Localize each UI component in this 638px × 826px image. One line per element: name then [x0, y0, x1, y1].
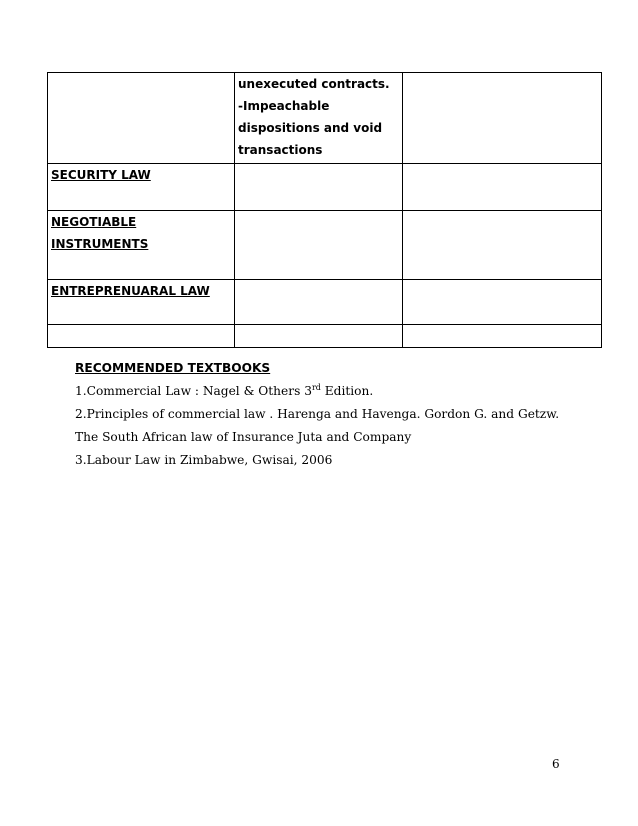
notes-cell [403, 164, 602, 211]
content-line: transactions [238, 143, 323, 157]
topic-title: SECURITY LAW [51, 168, 151, 182]
topic-title: ENTREPRENUARAL LAW [51, 284, 210, 298]
topic-title: INSTRUMENTS [51, 237, 149, 251]
syllabus-table [47, 72, 602, 348]
ordinal-suffix: rd [311, 382, 321, 392]
table-row [48, 280, 602, 325]
textbook-item: The South African law of Insurance Juta and Company [75, 430, 412, 444]
content-cell [235, 73, 403, 164]
content-line: unexecuted contracts. [238, 77, 390, 91]
textbook-item: 2.Principles of commercial law . Harenga and Havenga. Gordon G. and Getzw. [75, 407, 560, 421]
textbook-text: Edition. [320, 384, 374, 398]
section-heading: RECOMMENDED TEXTBOOKS [75, 361, 271, 375]
topic-cell [48, 164, 235, 211]
topic-cell [48, 325, 235, 348]
recommended-textbooks [75, 357, 595, 472]
notes-cell [403, 280, 602, 325]
notes-cell [403, 211, 602, 280]
page-number: 6 [552, 757, 560, 771]
topic-cell [48, 280, 235, 325]
content-line: -Impeachable [238, 99, 330, 113]
content-cell [235, 164, 403, 211]
table-row [48, 73, 602, 164]
textbook-item: 3.Labour Law in Zimbabwe, Gwisai, 2006 [75, 453, 333, 467]
content-cell [235, 211, 403, 280]
notes-cell [403, 73, 602, 164]
notes-cell [403, 325, 602, 348]
content-line: dispositions and void [238, 121, 383, 135]
content-cell [235, 325, 403, 348]
textbook-item [75, 380, 595, 403]
content-cell [235, 280, 403, 325]
textbook-text: 1.Commercial Law : Nagel & Others 3 [75, 384, 312, 398]
topic-cell [48, 73, 235, 164]
table-row [48, 325, 602, 348]
topic-cell [48, 211, 235, 280]
topic-title: NEGOTIABLE [51, 215, 137, 229]
table-row [48, 164, 602, 211]
table-row [48, 211, 602, 280]
